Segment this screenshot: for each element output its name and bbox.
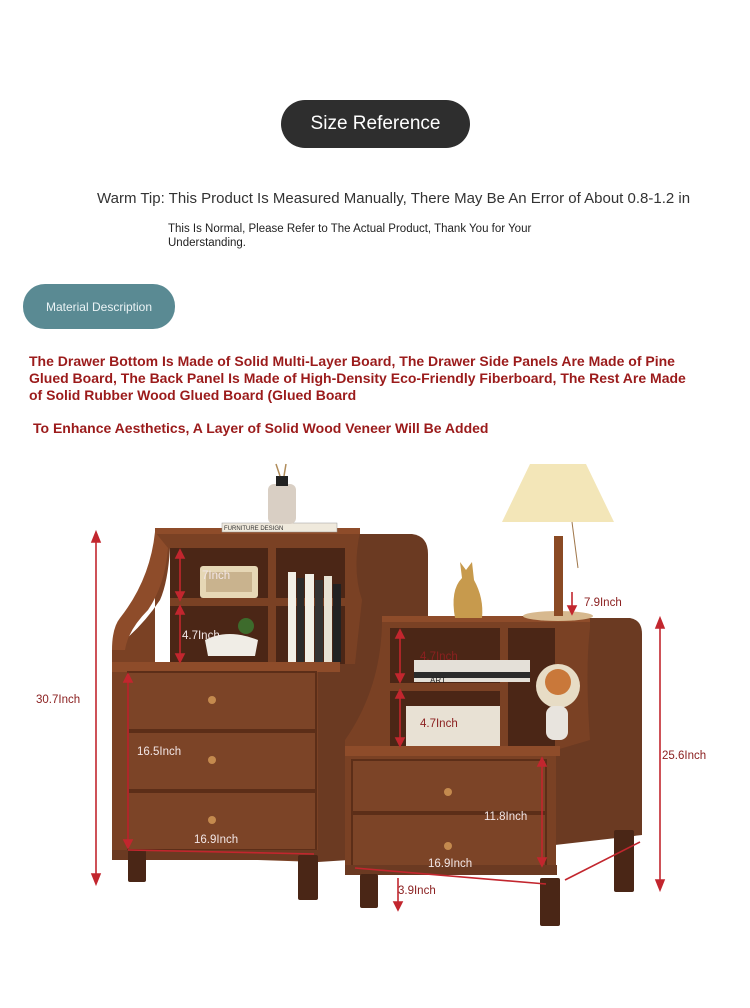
material-description-text: The Drawer Bottom Is Made of Solid Multi-Layer Board, The Drawer Side Panels Are Made of Pine Glued Board, The Back Panel Is Made of High-Density Eco-Friendly Fiberboard, The Rest Are Made of Solid Rubber Wood Glued Board (Glued Board — [29, 353, 686, 403]
small-nightstand — [345, 464, 642, 926]
label-large-depth: 16.9Inch — [194, 834, 239, 846]
nightstand-illustration — [0, 450, 750, 1008]
label-large-shelf-bottom: 4.7Inch — [182, 630, 220, 642]
label-small-drawers: 11.8Inch — [484, 811, 528, 823]
book-label: ART — [430, 676, 446, 685]
material-description-badge: Material Description — [23, 284, 175, 329]
veneer-note: To Enhance Aesthetics, A Layer of Solid Wood Veneer Will Be Added — [33, 420, 489, 436]
warm-tip-note: This Is Normal, Please Refer to The Actual Product, Thank You for Your Understanding. — [168, 223, 532, 249]
label-small-shelf-top: 4.7Inch — [420, 651, 458, 663]
label-large-drawers: 16.5Inch — [137, 746, 182, 758]
label-small-lip: 7.9Inch — [584, 597, 622, 609]
label-small-leg: 3.9Inch — [398, 885, 436, 897]
label-small-depth: 16.9Inch — [428, 858, 473, 870]
warm-tip-text: Warm Tip: This Product Is Measured Manually, There May Be An Error of About 0.8-1.2 in — [97, 190, 691, 207]
size-reference-title: Size Reference — [281, 100, 470, 148]
label-small-shelf-bottom: 4.7Inch — [420, 718, 458, 730]
label-large-height: 30.7Inch — [36, 694, 81, 706]
label-small-height: 25.6Inch — [662, 750, 707, 762]
label-large-shelf-top: 7Inch — [202, 570, 231, 582]
book-title: FURNITURE DESIGN — [224, 526, 284, 532]
